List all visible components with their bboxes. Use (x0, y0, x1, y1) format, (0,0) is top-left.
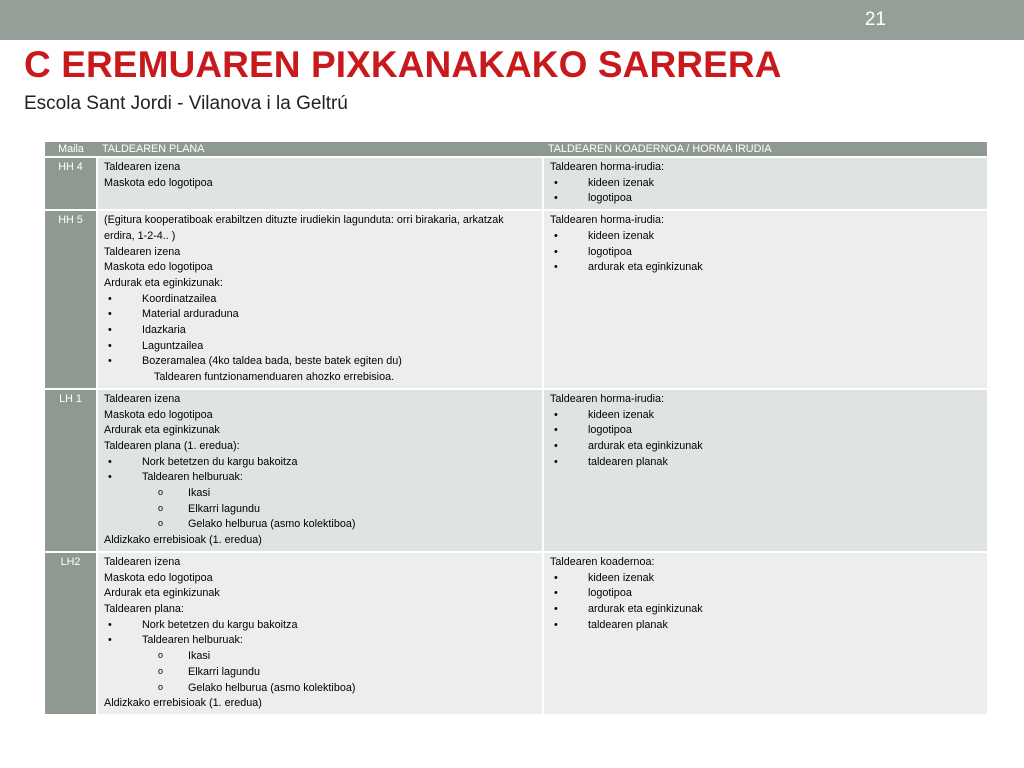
maila-cell: HH 5 (45, 210, 97, 389)
text-line: Maskota edo logotipoa (104, 571, 213, 584)
text-line: Ardurak eta eginkizunak: (104, 276, 223, 289)
table-row (45, 210, 987, 389)
text-line: Aldizkako errebisioak (1. eredua) (104, 534, 262, 547)
header-taldearen-plana: TALDEAREN PLANA (97, 142, 543, 157)
sub-list-item: o Ikasi (104, 649, 542, 665)
list-item: • logotipoa (550, 245, 987, 261)
list-item: • logotipoa (550, 586, 987, 602)
sub-list-item: o Elkarri lagundu (104, 502, 542, 518)
slide-subtitle: Escola Sant Jordi - Vilanova i la Geltrú (24, 93, 348, 114)
top-bar (0, 0, 1024, 40)
text-line: Maskota edo logotipoa (104, 408, 213, 421)
list-item: • Laguntzailea (104, 339, 542, 355)
text-line: Taldearen izena (104, 392, 181, 405)
list-item: • Material arduraduna (104, 307, 542, 323)
list-item: • logotipoa (550, 423, 987, 439)
list-item: • Idazkaria (104, 323, 542, 339)
list-item: • kideen izenak (550, 408, 987, 424)
koadernoa-cell (543, 157, 987, 210)
text-line: Taldearen koadernoa: (550, 555, 655, 568)
list-item: • Nork betetzen du kargu bakoitza (104, 455, 542, 471)
list-item: • kideen izenak (550, 571, 987, 587)
list-item: • Nork betetzen du kargu bakoitza (104, 618, 542, 634)
table-row (45, 389, 987, 552)
list-item: • Koordinatzailea (104, 292, 542, 308)
text-line: Taldearen horma-irudia: (550, 392, 665, 405)
text-line: Aldizkako errebisioak (1. eredua) (104, 697, 262, 710)
plan-table (45, 142, 987, 716)
maila-cell: LH2 (45, 552, 97, 715)
list-item: • ardurak eta eginkizunak (550, 602, 987, 618)
list-item: • taldearen planak (550, 455, 987, 471)
header-maila: Maila (45, 142, 97, 157)
text-line: Taldearen izena (104, 245, 181, 258)
text-line: Taldearen funtzionamenduaren ahozko errebisioa. (154, 371, 395, 384)
list-item: • logotipoa (550, 191, 987, 207)
text-line: (Egitura kooperatiboak erabiltzen dituzte irudiekin lagunduta: orri birakaria, arkatzak erdira, 1-2-4.. ) (104, 214, 504, 242)
koadernoa-cell (543, 389, 987, 552)
plana-cell (97, 210, 543, 389)
text-line: Taldearen horma-irudia: (550, 214, 665, 227)
list-item: • kideen izenak (550, 176, 987, 192)
text-line: Taldearen izena (104, 555, 181, 568)
list-item: • ardurak eta eginkizunak (550, 260, 987, 276)
list-item: • taldearen planak (550, 618, 987, 634)
maila-cell: HH 4 (45, 157, 97, 210)
text-line: Maskota edo logotipoa (104, 176, 213, 189)
list-item: • Bozeramalea (4ko taldea bada, beste batek egiten du) (104, 354, 542, 370)
plana-cell (97, 157, 543, 210)
list-item: • kideen izenak (550, 229, 987, 245)
koadernoa-cell (543, 210, 987, 389)
text-line: Ardurak eta eginkizunak (104, 424, 220, 437)
text-line: Taldearen plana: (104, 602, 184, 615)
text-line: Taldearen izena (104, 161, 181, 173)
slide-title: C EREMUAREN PIXKANAKAKO SARRERA (24, 44, 782, 85)
plana-cell (97, 389, 543, 552)
text-line: Maskota edo logotipoa (104, 261, 213, 274)
table-header-row (45, 142, 987, 157)
table-row (45, 157, 987, 210)
list-item: • Taldearen helburuak: (104, 470, 542, 486)
maila-cell: LH 1 (45, 389, 97, 552)
text-line: Taldearen plana (1. eredua): (104, 439, 240, 452)
table-row (45, 552, 987, 715)
koadernoa-cell (543, 552, 987, 715)
list-item: • ardurak eta eginkizunak (550, 439, 987, 455)
table-body (45, 157, 987, 715)
list-item: • Taldearen helburuak: (104, 633, 542, 649)
sub-list-item: o Gelako helburua (asmo kolektiboa) (104, 681, 542, 697)
plana-cell (97, 552, 543, 715)
sub-list-item: o Ikasi (104, 486, 542, 502)
sub-list-item: o Elkarri lagundu (104, 665, 542, 681)
sub-list-item: o Gelako helburua (asmo kolektiboa) (104, 517, 542, 533)
slide-number: 21 (864, 9, 886, 30)
text-line: Ardurak eta eginkizunak (104, 587, 220, 600)
text-line: Taldearen horma-irudia: (550, 161, 665, 173)
header-koadernoa: TALDEAREN KOADERNOA / HORMA IRUDIA (543, 142, 987, 157)
